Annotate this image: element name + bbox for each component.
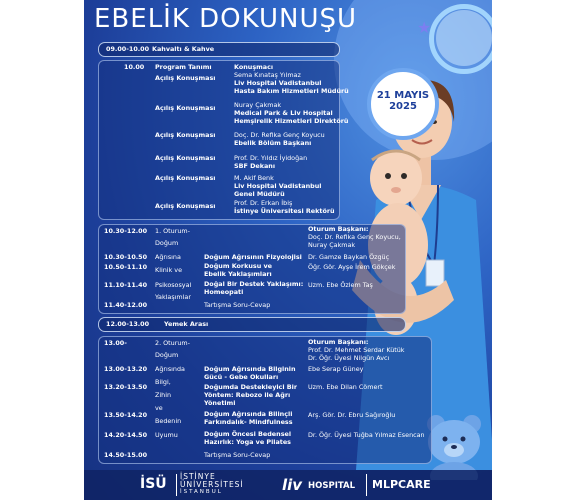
talk-speaker: Dr. Gamze Baykan Özgüç <box>308 253 390 261</box>
liv-logo-mark: liv <box>282 476 303 494</box>
opening-speaker-name: Nuray Çakmak <box>234 101 282 109</box>
session2-name: 2. Oturum- <box>155 339 190 347</box>
talk-time: 14.50-15.00 <box>104 451 148 459</box>
talk-title: Farkındalık- Mindfulness <box>204 418 293 426</box>
star-icon: ★ <box>417 20 432 37</box>
mlpcare-logo: MLPCARE <box>372 478 431 491</box>
opening-row-label: Açılış Konuşması <box>155 131 216 139</box>
talk-title: Gücü - Gebe Okulları <box>204 373 279 381</box>
lunch-label: Yemek Arası <box>164 320 209 328</box>
page-title: EBELİK DOKUNUŞU <box>94 4 358 34</box>
talk-time: 13.20-13.50 <box>104 383 148 391</box>
isu-logo-mark: İSÜ <box>140 476 167 492</box>
opening-speaker-name: Sema Kınataş Yılmaz <box>234 71 301 79</box>
lunch-time: 12.00-13.00 <box>106 320 150 328</box>
talk-title: Yöntem: Rebozo ile Ağrı <box>204 391 291 399</box>
opening-speaker-name: Doç. Dr. Refika Genç Koyucu <box>234 131 325 139</box>
talk-title: Tartışma Soru-Cevap <box>204 301 271 309</box>
session1-side-word: Ağrısına <box>155 253 181 261</box>
talk-title: Yönetimi <box>204 399 236 407</box>
session2-chair: Dr. Öğr. Üyesi Nilgün Avcı <box>308 354 390 362</box>
event-date-day: 21 MAYIS <box>376 90 430 101</box>
session2-side-word: Uyumu <box>155 431 178 439</box>
opening-speaker-role: Hemşirelik Hizmetleri Direktörü <box>234 117 349 125</box>
talk-speaker: Uzm. Ebe Özlem Taş <box>308 281 373 289</box>
session1-chair: Doç. Dr. Refika Genç Koyucu, <box>308 233 401 241</box>
session2-time: 13.00- <box>104 339 127 347</box>
session1-side-word: Yaklaşımlar <box>155 293 191 301</box>
talk-title: Homeopati <box>204 288 244 296</box>
session2-side-word: Ağrısında <box>155 365 185 373</box>
session2-side-word: Bilgi, <box>155 378 171 386</box>
opening-speaker-role: Ebelik Bölüm Başkanı <box>234 139 312 147</box>
logo-divider <box>176 474 177 496</box>
talk-time: 10.30-10.50 <box>104 253 148 261</box>
talk-title: Doğum Ağrısının Fizyolojisi <box>204 253 302 261</box>
opening-speaker-name: Prof. Dr. Erkan İbiş <box>234 199 293 207</box>
session2-chair: Prof. Dr. Mehmet Serdar Kütük <box>308 346 405 354</box>
opening-speaker-org: Liv Hospital Vadistanbul <box>234 182 322 190</box>
talk-speaker: Dr. Öğr. Üyesi Tuğba Yılmaz Esencan <box>308 431 425 439</box>
isu-logo-line1: İSTİNYE <box>180 472 216 481</box>
talk-title: Hazırlık: Yoga ve Pilates <box>204 438 291 446</box>
session1-side-word: Klinik ve <box>155 266 183 274</box>
talk-title: Doğum Öncesi Bedensel <box>204 430 292 438</box>
opening-speaker-name: Prof. Dr. Yıldız İyidoğan <box>234 154 308 162</box>
opening-speaker-role: Hasta Bakım Hizmetleri Müdürü <box>234 87 349 95</box>
session1-time: 10.30-12.00 <box>104 227 148 235</box>
talk-title: Doğum Korkusu ve <box>204 262 272 270</box>
event-date-year: 2025 <box>389 101 417 112</box>
talk-title: Doğal Bir Destek Yaklaşımı: <box>204 280 304 288</box>
session1-name: 1. Oturum- <box>155 227 190 235</box>
opening-row-label: Açılış Konuşması <box>155 202 216 210</box>
talk-time: 11.40-12.00 <box>104 301 148 309</box>
talk-time: 11.10-11.40 <box>104 281 148 289</box>
opening-row-label: Açılış Konuşması <box>155 104 216 112</box>
talk-title: Doğum Ağrısında Bilinçli <box>204 410 293 418</box>
talk-time: 13.50-14.20 <box>104 411 148 419</box>
talk-speaker: Ebe Serap Güney <box>308 365 364 373</box>
opening-speaker-role: Genel Müdürü <box>234 190 285 198</box>
session1-name: Doğum <box>155 239 179 247</box>
opening-col-speaker: Konuşmacı <box>234 63 274 71</box>
session2-side-word: Zihin <box>155 391 172 399</box>
session2-chair-title: Oturum Başkanı: <box>308 338 369 346</box>
opening-speaker-role: SBF Dekanı <box>234 162 276 170</box>
opening-speaker-name: M. Akif Benk <box>234 174 274 182</box>
opening-time: 10.00 <box>124 63 145 71</box>
talk-time: 14.20-14.50 <box>104 431 148 439</box>
talk-time: 10.50-11.10 <box>104 263 148 271</box>
talk-speaker: Öğr. Gör. Ayşe İrem Gökçek <box>308 263 396 271</box>
opening-speaker-org: Liv Hospital Vadistanbul <box>234 79 322 87</box>
logo-divider <box>366 474 367 496</box>
moon-decoration <box>436 10 492 66</box>
liv-logo-text: HOSPITAL <box>308 481 355 491</box>
talk-title: Doğum Ağrısında Bilginin <box>204 365 296 373</box>
talk-title: Tartışma Soru-Cevap <box>204 451 271 459</box>
session1-chair: Nuray Çakmak <box>308 241 356 249</box>
session2-side-word: ve <box>155 404 163 412</box>
isu-logo-line2: ÜNİVERSİTESİ <box>180 480 244 489</box>
session2-side-word: Bedenin <box>155 417 182 425</box>
breakfast-label: Kahvaltı & Kahve <box>152 45 215 53</box>
isu-logo-line3: İSTANBUL <box>180 489 223 495</box>
talk-speaker: Uzm. Ebe Dilan Cömert <box>308 383 383 391</box>
opening-row-label: Açılış Konuşması <box>155 154 216 162</box>
opening-speaker-role: İstinye Üniversitesi Rektörü <box>234 207 335 215</box>
talk-speaker: Arş. Gör. Dr. Ebru Sağıroğlu <box>308 411 396 419</box>
session2-name: Doğum <box>155 351 179 359</box>
talk-title: Ebelik Yaklaşımları <box>204 270 272 278</box>
opening-speaker-org: Medical Park & Liv Hospital <box>234 109 333 117</box>
opening-col-program: Program Tanımı <box>155 63 212 71</box>
session1-chair-title: Oturum Başkanı: <box>308 225 369 233</box>
poster <box>84 0 492 500</box>
talk-time: 13.00-13.20 <box>104 365 148 373</box>
opening-row-label: Açılış Konuşması <box>155 74 216 82</box>
event-date-badge <box>367 68 439 140</box>
opening-row-label: Açılış Konuşması <box>155 174 216 182</box>
session1-side-word: Psikososyal <box>155 281 192 289</box>
breakfast-time: 09.00-10.00 <box>106 45 150 53</box>
talk-title: Doğumda Destekleyici Bir <box>204 383 297 391</box>
